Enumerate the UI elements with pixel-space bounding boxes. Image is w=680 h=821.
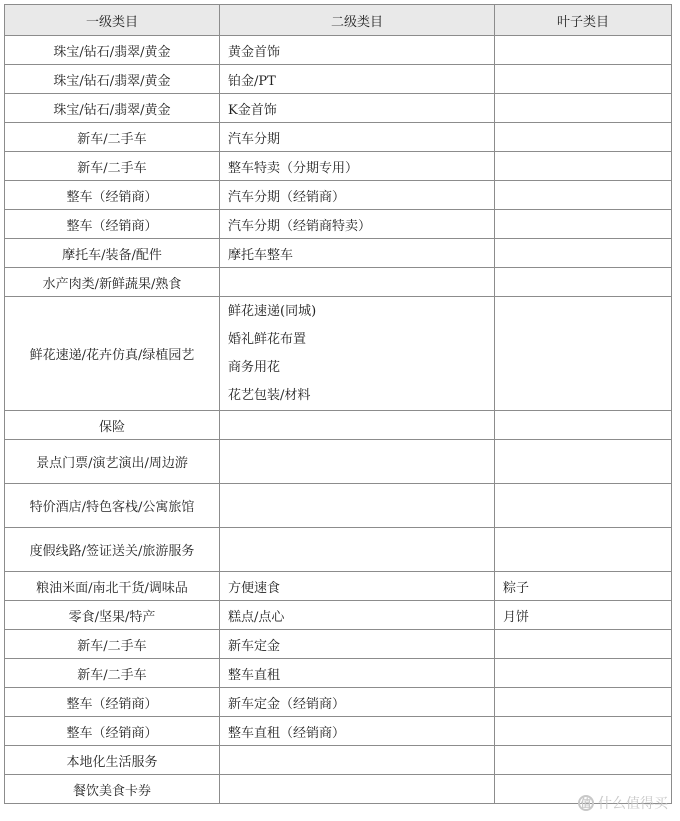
level2-cell: 汽车分期（经销商） (220, 181, 495, 210)
level1-cell: 特价酒店/特色客栈/公寓旅馆 (5, 484, 220, 528)
level1-cell: 整车（经销商） (5, 688, 220, 717)
leaf-cell (495, 65, 672, 94)
level2-cell: 整车直租（经销商） (220, 717, 495, 746)
level2-item: 花艺包装/材料 (228, 387, 311, 403)
level1-cell: 餐饮美食卡券 (5, 775, 220, 804)
table-row (5, 659, 672, 688)
watermark-logo-icon: 值 (578, 795, 594, 811)
leaf-cell (495, 717, 672, 746)
leaf-cell (495, 94, 672, 123)
table-row (5, 528, 672, 572)
leaf-cell (495, 268, 672, 297)
level1-cell: 鲜花速递/花卉仿真/绿植园艺 (5, 297, 220, 411)
level2-item: 商务用花 (228, 359, 281, 375)
level2-cell: 汽车分期（经销商特卖） (220, 210, 495, 239)
level2-cell (220, 528, 495, 572)
level1-cell: 整车（经销商） (5, 717, 220, 746)
level1-cell: 整车（经销商） (5, 181, 220, 210)
leaf-cell (495, 297, 672, 411)
level2-cell: 糕点/点心 (220, 601, 495, 630)
level1-cell: 珠宝/钻石/翡翠/黄金 (5, 36, 220, 65)
category-table (4, 4, 672, 804)
level2-item: 鲜花速递(同城) (228, 303, 317, 319)
leaf-cell (495, 746, 672, 775)
header-level1: 一级类目 (5, 5, 220, 36)
header-leaf: 叶子类目 (495, 5, 672, 36)
level1-cell: 新车/二手车 (5, 152, 220, 181)
level2-cell (220, 268, 495, 297)
level1-cell: 新车/二手车 (5, 123, 220, 152)
level1-cell: 度假线路/签证送关/旅游服务 (5, 528, 220, 572)
level1-cell: 新车/二手车 (5, 630, 220, 659)
level2-cell (220, 411, 495, 440)
level2-cell (220, 746, 495, 775)
table-row (5, 746, 672, 775)
leaf-cell (495, 36, 672, 65)
leaf-cell (495, 659, 672, 688)
table-row (5, 484, 672, 528)
leaf-cell (495, 688, 672, 717)
leaf-cell (495, 152, 672, 181)
table-row (5, 123, 672, 152)
level2-cell: 汽车分期 (220, 123, 495, 152)
level2-cell: 黄金首饰 (220, 36, 495, 65)
table-row (5, 152, 672, 181)
level1-cell: 保险 (5, 411, 220, 440)
table-row (5, 181, 672, 210)
level2-cell: 铂金/PT (220, 65, 495, 94)
level1-cell: 珠宝/钻石/翡翠/黄金 (5, 94, 220, 123)
leaf-cell: 粽子 (495, 572, 672, 601)
leaf-cell (495, 630, 672, 659)
table-row (5, 440, 672, 484)
leaf-cell (495, 181, 672, 210)
table-row (5, 630, 672, 659)
level2-cell: 新车定金（经销商） (220, 688, 495, 717)
level1-cell: 粮油米面/南北干货/调味品 (5, 572, 220, 601)
table-row (5, 688, 672, 717)
table-row (5, 297, 672, 411)
level1-cell: 整车（经销商） (5, 210, 220, 239)
level1-cell: 珠宝/钻石/翡翠/黄金 (5, 65, 220, 94)
table-row (5, 65, 672, 94)
table-row (5, 601, 672, 630)
header-row (5, 5, 672, 36)
table-row (5, 210, 672, 239)
table-header (5, 5, 672, 36)
table-body (5, 36, 672, 804)
table-row (5, 717, 672, 746)
leaf-cell (495, 440, 672, 484)
level1-cell: 新车/二手车 (5, 659, 220, 688)
table-row (5, 775, 672, 804)
level1-cell: 景点门票/演艺演出/周边游 (5, 440, 220, 484)
level1-cell: 本地化生活服务 (5, 746, 220, 775)
level2-cell (220, 775, 495, 804)
table-row (5, 239, 672, 268)
level2-cell (220, 297, 495, 411)
leaf-cell (495, 484, 672, 528)
table-row (5, 268, 672, 297)
level1-cell: 摩托车/装备/配件 (5, 239, 220, 268)
level2-cell: 方便速食 (220, 572, 495, 601)
table-row (5, 572, 672, 601)
table-row (5, 36, 672, 65)
level2-cell (220, 484, 495, 528)
level2-item: 婚礼鲜花布置 (228, 331, 307, 347)
level1-cell: 零食/坚果/特产 (5, 601, 220, 630)
table-row (5, 411, 672, 440)
level2-cell: K金首饰 (220, 94, 495, 123)
level2-cell: 整车直租 (220, 659, 495, 688)
level2-cell: 新车定金 (220, 630, 495, 659)
watermark (578, 793, 668, 813)
level1-cell: 水产肉类/新鲜蔬果/熟食 (5, 268, 220, 297)
watermark-text: 什么值得买 (598, 796, 668, 812)
level2-cell: 摩托车整车 (220, 239, 495, 268)
level2-cell (220, 440, 495, 484)
table-row (5, 94, 672, 123)
leaf-cell: 月饼 (495, 601, 672, 630)
leaf-cell (495, 528, 672, 572)
level2-cell: 整车特卖（分期专用） (220, 152, 495, 181)
leaf-cell (495, 210, 672, 239)
leaf-cell (495, 411, 672, 440)
header-level2: 二级类目 (220, 5, 495, 36)
leaf-cell (495, 239, 672, 268)
leaf-cell (495, 123, 672, 152)
